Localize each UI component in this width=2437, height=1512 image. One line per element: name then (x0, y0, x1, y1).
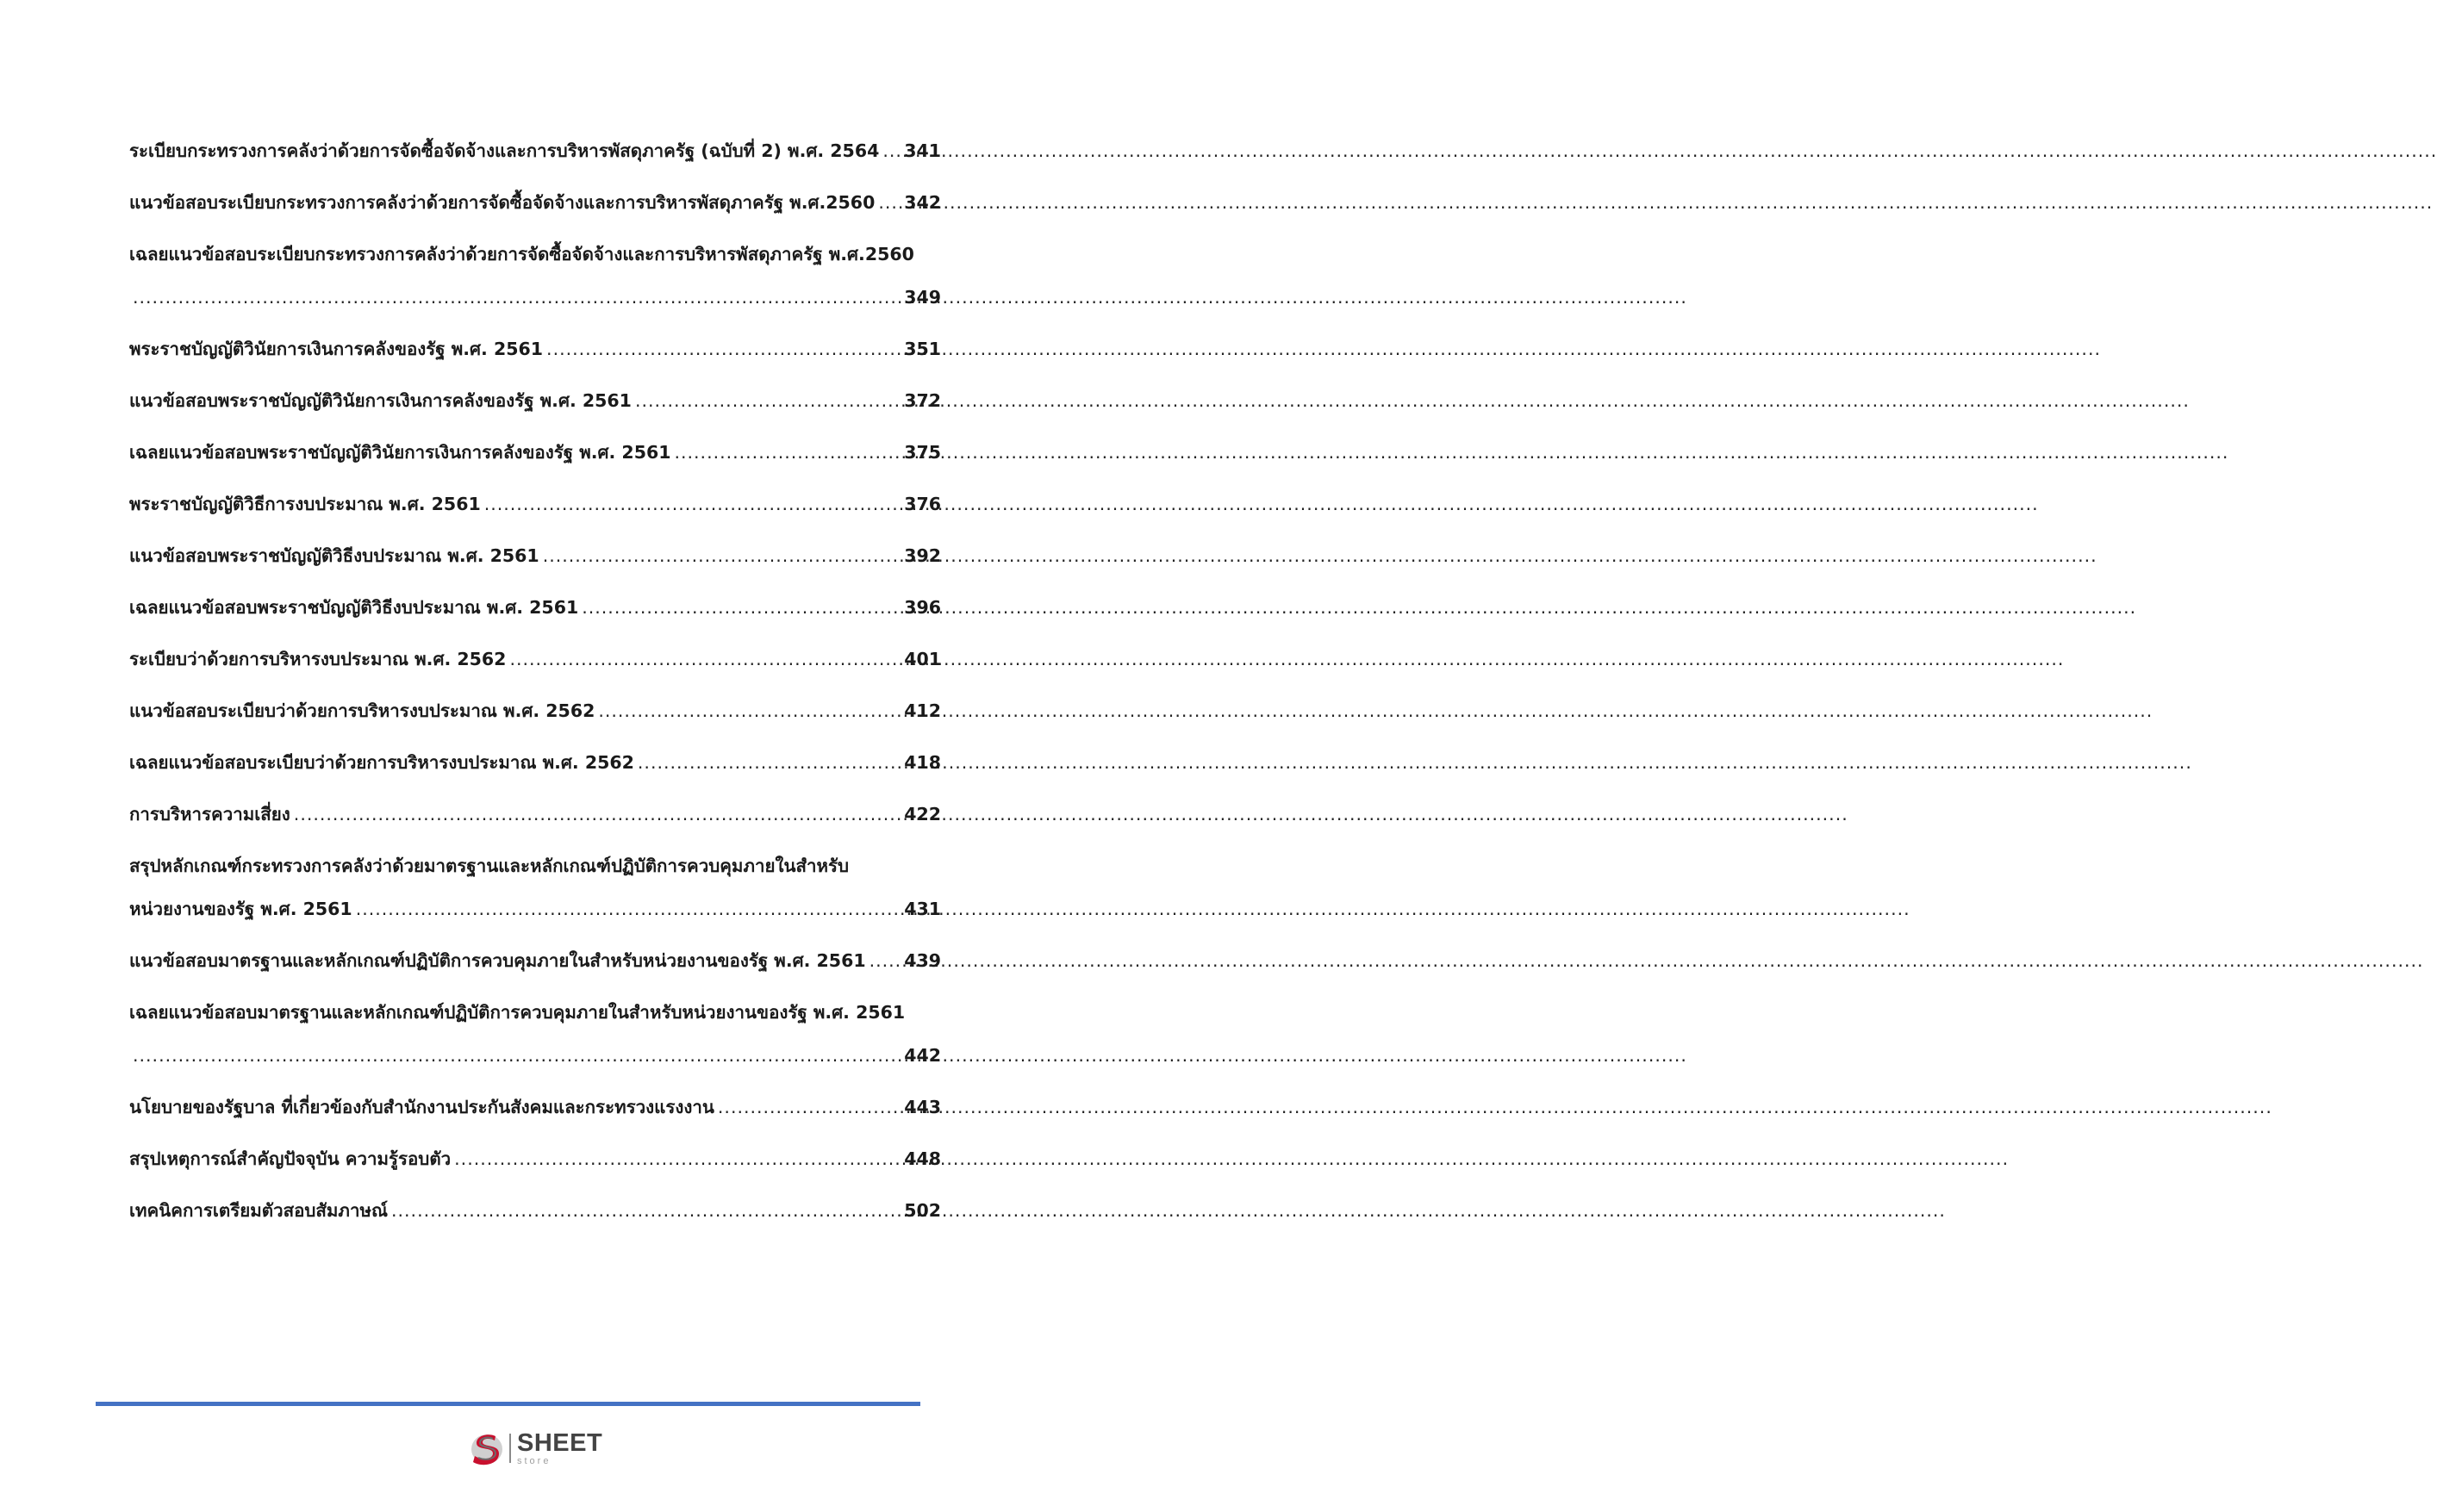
toc-entry-title: เฉลยแนวข้อสอบระเบียบว่าด้วยการบริหารงบประมาณ พ.ศ. 2562 (129, 752, 634, 773)
toc-entry-line (129, 1034, 941, 1077)
toc-entry-title: หน่วยงานของรัฐ พ.ศ. 2561 (129, 899, 352, 919)
toc-page-number: 392 (904, 545, 941, 566)
toc-leader-dots (882, 129, 901, 172)
toc-page-number: 443 (904, 1097, 941, 1117)
toc-leader-dots (674, 431, 901, 474)
logo-separator (509, 1434, 511, 1463)
toc-entry-title: พระราชบัญญัติวิธีการงบประมาณ พ.ศ. 2561 (129, 494, 481, 514)
toc-entry-title: การบริหารความเสี่ยง (129, 804, 290, 824)
toc-leader-dots (546, 327, 901, 370)
toc-entry-title: นโยบายของรัฐบาล ที่เกี่ยวข้องกับสำนักงานประกันสังคมและกระทรวงแรงงาน (129, 1097, 714, 1117)
toc-entry-line (129, 1189, 941, 1232)
toc-page-number: 442 (904, 1045, 941, 1066)
toc-page-number: 342 (904, 192, 941, 213)
toc-leader-dots (356, 887, 901, 930)
toc-entry[interactable] (129, 327, 941, 370)
toc-entry-line (129, 431, 941, 474)
toc-leader-dots (878, 181, 901, 224)
toc-entry-title: แนวข้อสอบระเบียบกระทรวงการคลังว่าด้วยการจัดซื้อจัดจ้างและการบริหารพัสดุภาครัฐ พ.ศ.2560 (129, 192, 876, 213)
toc-leader-dots (598, 689, 901, 732)
toc-page-number: 418 (904, 752, 941, 773)
toc-page-number: 341 (904, 140, 941, 161)
logo-subtext: store (517, 1455, 552, 1466)
toc-entry[interactable] (129, 129, 941, 172)
toc-entry-title-line: เฉลยแนวข้อสอบระเบียบกระทรวงการคลังว่าด้วยการจัดซื้อจัดจ้างและการบริหารพัสดุภาครัฐ พ.ศ.2560 (129, 244, 914, 264)
toc-entry[interactable] (129, 638, 941, 681)
toc-page-number: 372 (904, 390, 941, 411)
toc-entry-line (129, 534, 941, 577)
toc-leader-dots (718, 1086, 901, 1129)
toc-page-number: 502 (904, 1200, 941, 1221)
toc-entry[interactable] (129, 689, 941, 732)
toc-entry-title: สรุปเหตุการณ์สำคัญปัจจุบัน ความรู้รอบตัว (129, 1148, 452, 1169)
toc-entry-title: เฉลยแนวข้อสอบพระราชบัญญัติวินัยการเงินการคลังของรัฐ พ.ศ. 2561 (129, 442, 671, 463)
toc-page-number: 351 (904, 339, 941, 359)
toc-entry-line (129, 379, 941, 422)
toc-page-number: 439 (904, 950, 941, 971)
toc-entry[interactable] (129, 991, 941, 1077)
toc-entry[interactable] (129, 534, 941, 577)
toc-entry-line (129, 638, 941, 681)
toc-entry-line (129, 276, 941, 319)
toc-entry-line (129, 1137, 941, 1180)
toc-leader-dots (869, 939, 901, 982)
toc-page-number: 422 (904, 804, 941, 824)
toc-page-number: 412 (904, 700, 941, 721)
toc-entry-line (129, 689, 941, 732)
toc-entry[interactable] (129, 1086, 941, 1129)
toc-entry-title: เทคนิคการเตรียมตัวสอบสัมภาษณ์ (129, 1200, 388, 1221)
toc-entry-title: ระเบียบว่าด้วยการบริหารงบประมาณ พ.ศ. 2562 (129, 649, 507, 669)
toc-entry[interactable] (129, 1189, 941, 1232)
toc-entry-title-line: สรุปหลักเกณฑ์กระทรวงการคลังว่าด้วยมาตรฐานและหลักเกณฑ์ปฏิบัติการควบคุมภายในสำหรับ (129, 856, 850, 876)
toc-entry-title-line: เฉลยแนวข้อสอบมาตรฐานและหลักเกณฑ์ปฏิบัติการควบคุมภายในสำหรับหน่วยงานของรัฐ พ.ศ. 2561 (129, 1002, 906, 1023)
toc-page-number: 431 (904, 899, 941, 919)
toc-page-number: 448 (904, 1148, 941, 1169)
toc-leader-dots (391, 1189, 901, 1232)
toc-entry-title: แนวข้อสอบมาตรฐานและหลักเกณฑ์ปฏิบัติการควบคุมภายในสำหรับหน่วยงานของรัฐ พ.ศ. 2561 (129, 950, 866, 971)
toc-entry[interactable] (129, 741, 941, 784)
toc-entry-line (129, 129, 941, 172)
toc-leader-dots (294, 793, 901, 836)
toc-entry-line (129, 741, 941, 784)
toc-leader-dots (133, 276, 901, 319)
toc-entry[interactable] (129, 379, 941, 422)
toc-entry[interactable] (129, 844, 941, 930)
toc-entry-line (129, 482, 941, 526)
toc-entry-line (129, 887, 941, 930)
table-of-contents (129, 129, 941, 1241)
toc-page-number: 349 (904, 287, 941, 308)
toc-entry[interactable] (129, 1137, 941, 1180)
toc-page-number: 396 (904, 597, 941, 618)
toc-leader-dots (484, 482, 901, 526)
toc-page-number: 401 (904, 649, 941, 669)
footer-divider (96, 1402, 920, 1406)
sheet-store-logo-icon (467, 1428, 507, 1468)
toc-entry-line (129, 1086, 941, 1129)
toc-entry-line (129, 793, 941, 836)
toc-entry-title: พระราชบัญญัติวินัยการเงินการคลังของรัฐ พ.ศ. 2561 (129, 339, 544, 359)
toc-entry-title: แนวข้อสอบระเบียบว่าด้วยการบริหารงบประมาณ พ.ศ. 2562 (129, 700, 595, 721)
toc-entry[interactable] (129, 181, 941, 224)
toc-entry-title: แนวข้อสอบพระราชบัญญัติวินัยการเงินการคลังของรัฐ พ.ศ. 2561 (129, 390, 632, 411)
toc-entry-line (129, 327, 941, 370)
toc-entry[interactable] (129, 431, 941, 474)
toc-leader-dots (454, 1137, 901, 1180)
toc-leader-dots (582, 586, 901, 629)
toc-entry[interactable] (129, 939, 941, 982)
toc-page-number: 376 (904, 494, 941, 514)
toc-entry[interactable] (129, 233, 941, 319)
logo-text: SHEET (517, 1428, 603, 1457)
toc-page-number: 375 (904, 442, 941, 463)
toc-leader-dots (543, 534, 901, 577)
toc-leader-dots (638, 741, 901, 784)
sheet-store-logo (467, 1428, 614, 1468)
toc-entry[interactable] (129, 482, 941, 526)
toc-entry-line (129, 939, 941, 982)
toc-leader-dots (509, 638, 901, 681)
toc-entry[interactable] (129, 793, 941, 836)
toc-entry-title: แนวข้อสอบพระราชบัญญัติวิธีงบประมาณ พ.ศ. 2561 (129, 545, 539, 566)
toc-entry-title: ระเบียบกระทรวงการคลังว่าด้วยการจัดซื้อจัดจ้างและการบริหารพัสดุภาครัฐ (ฉบับที่ 2) พ.ศ. 2564 (129, 140, 880, 161)
toc-entry-line (129, 586, 941, 629)
logo-wordmark (517, 1428, 603, 1466)
toc-leader-dots (133, 1034, 901, 1077)
toc-leader-dots (635, 379, 901, 422)
toc-entry-title: เฉลยแนวข้อสอบพระราชบัญญัติวิธีงบประมาณ พ.ศ. 2561 (129, 597, 579, 618)
toc-entry-line (129, 181, 941, 224)
toc-entry[interactable] (129, 586, 941, 629)
